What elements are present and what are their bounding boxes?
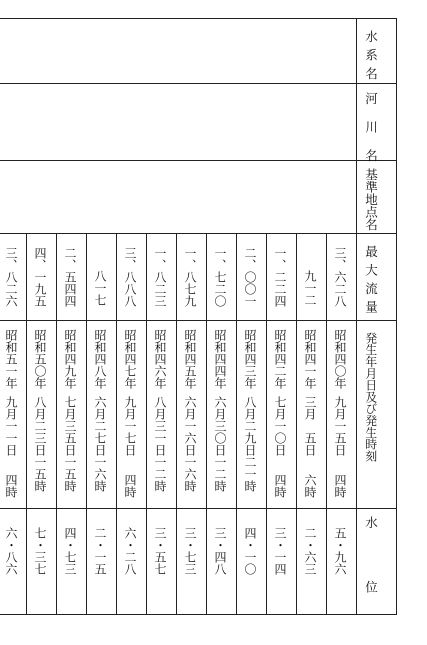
occurrence-month-day: 八月三一日一二時: [153, 396, 167, 492]
header-date-time: 発生年月日及び発生時刻: [363, 332, 378, 462]
water-level-value: 六・八六: [4, 527, 18, 575]
max-flow-value: 八一七: [93, 270, 107, 306]
water-level-value: 二・一五: [93, 527, 107, 575]
row-divider-max-flow: [0, 320, 397, 321]
occurrence-time: 四時: [273, 474, 287, 498]
water-level-value: 三・七三: [183, 527, 197, 575]
occurrence-year: 昭和四三年: [243, 329, 257, 389]
row-divider-water-system: [0, 83, 397, 84]
header-water-system: 水系名: [363, 30, 379, 86]
occurrence-month-day: 三月 五日: [303, 396, 317, 456]
table-top-border: [0, 18, 397, 19]
row-divider-river: [0, 160, 397, 161]
water-level-value: 二・六三: [303, 527, 317, 575]
header-column-divider: [356, 18, 357, 615]
water-level-value: 四・七三: [63, 527, 77, 575]
occurrence-month-day: 八月二九日二一時: [243, 396, 257, 492]
data-col-divider: [236, 233, 237, 615]
table-bottom-border: [0, 614, 397, 615]
water-level-value: 五・九六: [333, 527, 347, 575]
max-flow-value: 一、二二四: [273, 247, 287, 307]
occurrence-year: 昭和四一年: [303, 329, 317, 389]
row-divider-date: [0, 508, 397, 509]
water-level-value: 三・五七: [153, 527, 167, 575]
occurrence-year: 昭和四四年: [213, 329, 227, 389]
occurrence-year: 昭和四六年: [153, 329, 167, 389]
table-right-border: [396, 18, 397, 615]
data-col-divider: [116, 233, 117, 615]
data-col-divider: [206, 233, 207, 615]
max-flow-value: 二、〇〇一: [243, 247, 257, 307]
max-flow-value: 四、一九五: [33, 247, 47, 307]
water-level-value: 七・三七: [33, 527, 47, 575]
occurrence-year: 昭和四二年: [273, 329, 287, 389]
occurrence-month-day: 八月二三日一五時: [33, 396, 47, 492]
data-col-divider: [326, 233, 327, 615]
occurrence-month-day: 九月一七日: [123, 396, 137, 456]
occurrence-month-day: 七月一〇日: [273, 396, 287, 456]
occurrence-time: 四時: [4, 474, 18, 498]
data-col-divider: [26, 233, 27, 615]
water-level-value: 六・二八: [123, 527, 137, 575]
row-divider-station: [0, 233, 397, 234]
header-station: 基準地点名: [363, 168, 379, 231]
max-flow-value: 一、八七九: [183, 247, 197, 307]
data-col-divider: [86, 233, 87, 615]
max-flow-value: 一、七二〇: [213, 247, 227, 307]
header-river: 河川名: [363, 92, 379, 178]
water-level-value: 四・一〇: [243, 527, 257, 575]
data-col-divider: [146, 233, 147, 615]
occurrence-month-day: 六月一六日一六時: [183, 396, 197, 492]
max-flow-value: 三、八二六: [4, 247, 18, 307]
occurrence-year: 昭和四五年: [183, 329, 197, 389]
data-col-divider: [296, 233, 297, 615]
max-flow-value: 三、八八八: [123, 247, 137, 307]
occurrence-year: 昭和五一年: [4, 329, 18, 389]
occurrence-year: 昭和四七年: [123, 329, 137, 389]
water-level-value: 三・一四: [273, 527, 287, 575]
occurrence-time: 四時: [123, 474, 137, 498]
occurrence-year: 昭和五〇年: [33, 329, 47, 389]
data-col-divider: [266, 233, 267, 615]
occurrence-year: 昭和四九年: [63, 329, 77, 389]
occurrence-time: 六時: [303, 474, 317, 498]
water-level-value: 三・四八: [213, 527, 227, 575]
max-flow-value: 九一二: [303, 270, 317, 306]
occurrence-month-day: 六月二七日一六時: [93, 396, 107, 492]
max-flow-value: 三、六二八: [333, 247, 347, 307]
data-col-divider: [56, 233, 57, 615]
header-water-level: 水位: [363, 516, 379, 645]
occurrence-month-day: 九月一一日: [4, 396, 18, 456]
occurrence-time: 四時: [333, 474, 347, 498]
max-flow-value: 一、八二三: [153, 247, 167, 307]
header-max-flow: 最大流量: [363, 245, 379, 319]
max-flow-value: 二、五四四: [63, 247, 77, 307]
occurrence-month-day: 六月三〇日一二時: [213, 396, 227, 492]
occurrence-year: 昭和四八年: [93, 329, 107, 389]
occurrence-month-day: 九月一五日: [333, 396, 347, 456]
occurrence-month-day: 七月三五日一五時: [63, 396, 77, 492]
data-col-divider: [176, 233, 177, 615]
occurrence-year: 昭和四〇年: [333, 329, 347, 389]
